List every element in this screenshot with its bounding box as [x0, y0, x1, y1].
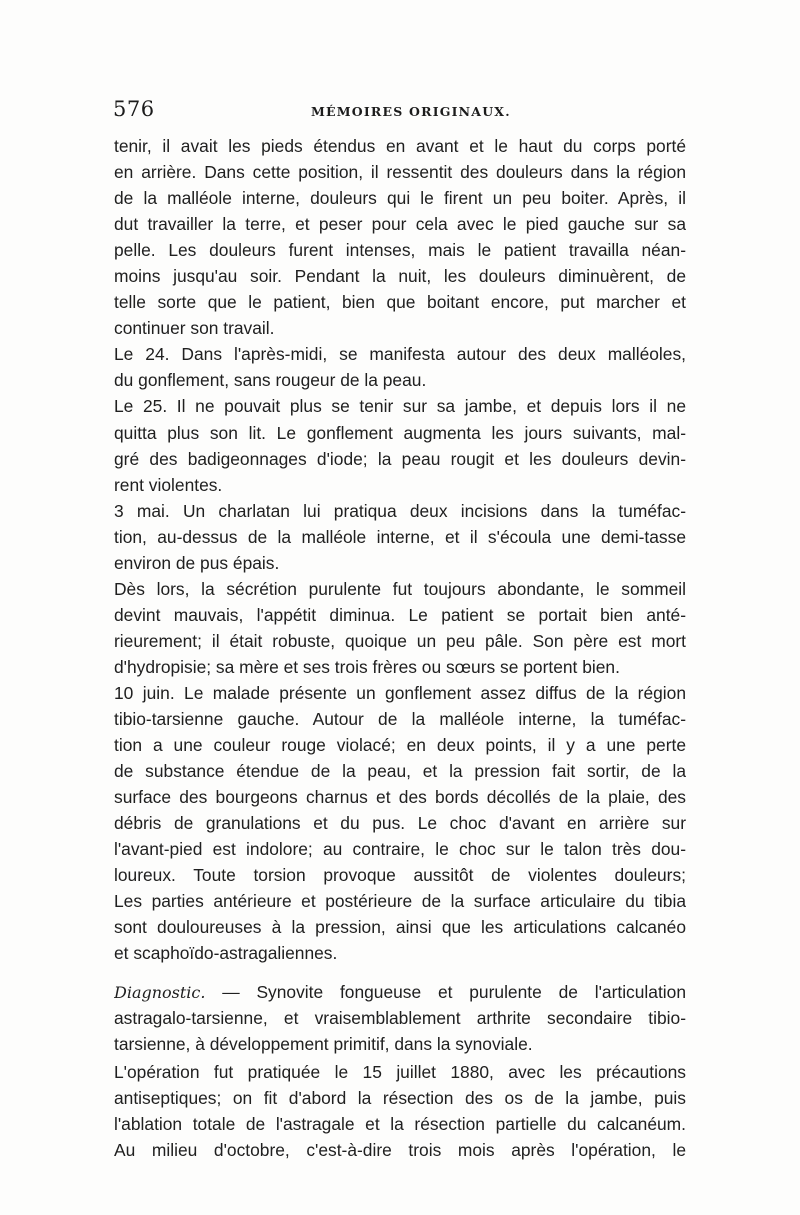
paragraph: [114, 680, 686, 967]
text-line: rent violentes.: [114, 474, 223, 495]
text-line: devint mauvais, l'appétit diminua. Le patient se portait bien anté-: [114, 604, 686, 625]
text-line: antiseptiques; on fit d'abord la résection des os de la jambe, puis: [114, 1087, 686, 1108]
text-line: pelle. Les douleurs furent intenses, mais le patient travailla néan-: [114, 240, 686, 261]
text-line: Le 24. Dans l'après-midi, se manifesta autour des deux malléoles,: [114, 344, 686, 365]
text-line: tarsienne, à développement primitif, dans la synoviale.: [114, 1033, 533, 1054]
paragraph: [114, 498, 686, 576]
text-line: de substance étendue de la peau, et la pression fait sortir, de la: [114, 761, 686, 782]
text-line: environ de pus épais.: [114, 552, 280, 573]
text-line: en arrière. Dans cette position, il ressentit des douleurs dans la région: [114, 162, 686, 183]
text-line: 3 mai. Un charlatan lui pratiqua deux incisions dans la tuméfac-: [114, 500, 686, 521]
body-text: [114, 133, 686, 1163]
paragraph: [114, 393, 686, 497]
text-line: dut travailler la terre, et peser pour cela avec le pied gauche sur sa: [114, 214, 686, 235]
text-line: tibio-tarsienne gauche. Autour de la malléole interne, la tuméfac-: [114, 709, 686, 730]
paragraph: [114, 576, 686, 680]
text-line: Le 25. Il ne pouvait plus se tenir sur sa jambe, et depuis lors il ne: [114, 396, 686, 417]
paragraph-spacer: [114, 967, 686, 979]
text-line: débris de granulations et du pus. Le choc d'avant en arrière sur: [114, 813, 686, 834]
text-line: tion a une couleur rouge violacé; en deux points, il y a une perte: [114, 735, 686, 756]
text-line: tion, au-dessus de la malléole interne, et il s'écoula une demi-tasse: [114, 526, 686, 547]
text-line: telle sorte que le patient, bien que boitant encore, put marcher et: [114, 292, 686, 313]
text-line: [114, 979, 686, 1005]
text-line: surface des bourgeons charnus et des bords décollés de la plaie, des: [114, 787, 686, 808]
text-line: quitta plus son lit. Le gonflement augmenta les jours suivants, mal-: [114, 422, 686, 443]
text-line: et scaphoïdo-astragaliennes.: [114, 943, 338, 964]
text-line: continuer son travail.: [114, 318, 275, 339]
text-line: sont douloureuses à la pression, ainsi que les articulations calcanéo: [114, 917, 686, 938]
running-head: MÉMOIRES ORIGINAUX.: [311, 104, 511, 119]
text-line: du gonflement, sans rougeur de la peau.: [114, 370, 427, 391]
text-line: gré des badigeonnages d'iode; la peau rougit et les douleurs devin-: [114, 448, 686, 469]
paragraph: [114, 341, 686, 393]
text-line: 10 juin. Le malade présente un gonflement assez diffus de la région: [114, 682, 686, 703]
text-line: loureux. Toute torsion provoque aussitôt de violentes douleurs;: [114, 865, 686, 886]
paragraph: [114, 1059, 686, 1163]
text-line: d'hydropisie; sa mère et ses trois frères ou sœurs se portent bien.: [114, 656, 620, 677]
text-line: Au milieu d'octobre, c'est-à-dire trois mois après l'opération, le: [114, 1139, 686, 1160]
text-line: l'avant-pied est indolore; au contraire, le choc sur le talon très dou-: [114, 839, 686, 860]
text-line: Les parties antérieure et postérieure de la surface articulaire du tibia: [114, 891, 686, 912]
paragraph: [114, 133, 686, 341]
page-header: [113, 97, 686, 123]
text-line: L'opération fut pratiquée le 15 juillet 1880, avec les précautions: [114, 1061, 686, 1082]
page-number: 576: [113, 97, 155, 121]
text-line: astragalo-tarsienne, et vraisemblablement arthrite secondaire tibio-: [114, 1007, 686, 1028]
text-line: moins jusqu'au soir. Pendant la nuit, les douleurs diminuèrent, de: [114, 266, 686, 287]
diagnostic-text: — Synovite fongueuse et purulente de l'articulation: [205, 981, 686, 1002]
text-line: de la malléole interne, douleurs qui le firent un peu boiter. Après, il: [114, 188, 686, 209]
text-line: l'ablation totale de l'astragale et la résection partielle du calcanéum.: [114, 1113, 686, 1134]
diagnostic-paragraph: [114, 979, 686, 1057]
diagnostic-label: Diagnostic.: [114, 982, 206, 1002]
text-line: rieurement; il était robuste, quoique un peu pâle. Son père est mort: [114, 630, 686, 651]
text-line: Dès lors, la sécrétion purulente fut toujours abondante, le sommeil: [114, 578, 686, 599]
text-line: tenir, il avait les pieds étendus en avant et le haut du corps porté: [114, 136, 686, 156]
